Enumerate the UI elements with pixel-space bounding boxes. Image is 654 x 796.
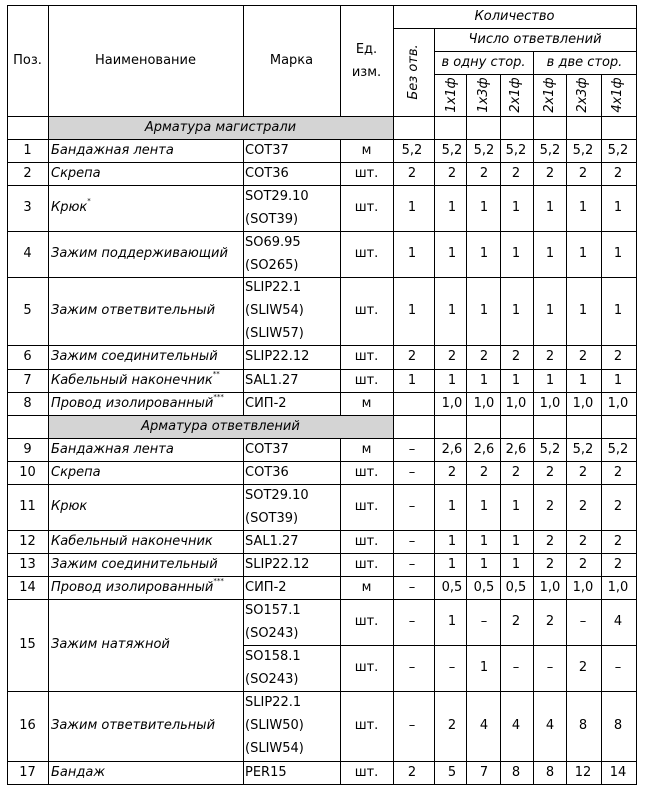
grid-line	[533, 51, 534, 75]
row-value: –	[408, 464, 416, 480]
row-value: 5,2	[572, 441, 594, 457]
row-mark: SLIP22.12	[245, 556, 310, 572]
row-mark: (SLIW54)	[245, 741, 304, 756]
row-value: –	[579, 614, 587, 629]
row-value: 5,2	[539, 142, 561, 158]
row-value: 1	[613, 246, 623, 261]
row-value: 1,0	[607, 395, 629, 411]
row-value: 1	[447, 499, 457, 514]
row-value: 1,0	[505, 395, 527, 411]
row-value: 2	[511, 349, 521, 364]
header-quantity: Количество	[474, 9, 555, 24]
grid-line	[7, 415, 637, 416]
row-value: 2	[613, 499, 623, 514]
grid-line	[434, 28, 435, 785]
grid-line	[7, 530, 637, 531]
row-mark: SAL1.27	[245, 533, 299, 549]
row-value: 2	[511, 614, 521, 629]
grid-line	[566, 74, 567, 785]
row-value: 2	[511, 464, 521, 480]
row-value: –	[408, 579, 416, 595]
section-title: Арматура ответвлений	[141, 418, 300, 434]
grid-line	[7, 691, 637, 692]
row-pos: 15	[19, 637, 36, 652]
grid-line	[434, 51, 637, 52]
row-value: 2	[447, 165, 457, 181]
row-pos: 9	[23, 441, 32, 457]
row-value: 1	[578, 303, 588, 318]
row-pos: 1	[23, 142, 32, 158]
row-value: 5,2	[473, 142, 495, 158]
row-mark: (SLIW54)	[245, 303, 304, 318]
row-value: 1	[511, 303, 521, 318]
row-value: 2	[479, 349, 489, 364]
row-value: 2	[545, 533, 555, 549]
row-value: 1	[407, 200, 417, 215]
row-pos: 12	[19, 533, 36, 549]
row-value: 1	[479, 246, 489, 261]
row-value: 14	[609, 764, 627, 780]
row-value: 1	[479, 556, 489, 572]
row-mark: СОТ36	[245, 165, 289, 181]
row-value: 1	[545, 303, 555, 318]
grid-line	[7, 231, 637, 232]
grid-line	[243, 5, 244, 117]
row-name: Крюк*	[51, 197, 91, 215]
row-unit: м	[361, 142, 372, 158]
row-mark: (SO243)	[245, 625, 299, 641]
row-value: 5	[447, 764, 457, 780]
row-value: 2	[613, 533, 623, 549]
row-value: 2,6	[441, 441, 463, 457]
row-pos: 6	[23, 349, 32, 364]
grid-line	[636, 5, 637, 785]
footnote-mark: **	[212, 369, 220, 378]
header-name: Наименование	[94, 53, 197, 68]
row-value: 2	[545, 165, 555, 181]
row-mark: (SLIW50)	[245, 718, 304, 733]
row-unit: шт.	[354, 165, 379, 181]
row-pos: 7	[23, 372, 32, 388]
row-value: 1	[578, 246, 588, 261]
row-value: 4	[479, 718, 489, 733]
row-value: 5,2	[607, 441, 629, 457]
grid-line	[500, 74, 501, 785]
row-value: 1,0	[539, 579, 561, 595]
row-value: 2	[407, 764, 417, 780]
row-pos: 10	[19, 464, 36, 480]
row-mark: SO69.95	[245, 234, 301, 250]
row-value: 12	[574, 764, 592, 780]
row-value: 2	[578, 556, 588, 572]
row-value: 5,2	[401, 142, 423, 158]
row-name: Скрепа	[51, 464, 101, 480]
row-mark: СИП-2	[245, 395, 287, 411]
row-pos: 13	[19, 556, 36, 572]
row-value: 1	[407, 303, 417, 318]
row-name: Кабельный наконечник**	[51, 369, 220, 388]
row-mark: СОТ37	[245, 441, 289, 457]
row-value: 2	[545, 464, 555, 480]
grid-line	[7, 277, 637, 278]
row-pos: 8	[23, 395, 32, 411]
row-value: 2	[578, 533, 588, 549]
row-value: 1	[613, 372, 623, 388]
row-mark: SLIP22.1	[245, 695, 302, 710]
row-pos: 17	[19, 764, 36, 780]
grid-line	[393, 28, 637, 29]
row-value: 1	[447, 556, 457, 572]
row-name: Зажим соединительный	[51, 349, 218, 364]
row-name: Скрепа	[51, 165, 101, 181]
row-value: –	[408, 533, 416, 549]
row-unit: шт.	[354, 764, 379, 780]
row-mark: (SOT39)	[245, 510, 299, 526]
row-value: –	[480, 614, 488, 629]
row-value: 1	[447, 246, 457, 261]
row-pos: 16	[19, 718, 36, 733]
grid-line	[7, 369, 637, 370]
row-value: 4	[613, 614, 623, 629]
row-name: Зажим ответвительный	[51, 718, 216, 733]
row-mark: (SO265)	[245, 257, 299, 273]
row-value: –	[408, 556, 416, 572]
row-value: 5,2	[607, 142, 629, 158]
grid-line	[466, 74, 467, 785]
row-value: 1	[479, 499, 489, 514]
row-name: Бандаж	[51, 764, 106, 780]
row-mark: SLIP22.12	[245, 349, 310, 364]
row-mark: SAL1.27	[245, 372, 299, 388]
row-value: 2	[447, 464, 457, 480]
grid-line	[7, 461, 637, 462]
header-subcol: 1х1ф	[444, 77, 459, 113]
header-mark: Марка	[269, 53, 314, 68]
row-value: 2	[578, 499, 588, 514]
row-mark: (SO243)	[245, 671, 299, 687]
row-unit: шт.	[354, 349, 379, 364]
row-unit: шт.	[354, 303, 379, 318]
row-mark: (SOT39)	[245, 211, 299, 227]
row-value: 2	[545, 556, 555, 572]
row-name: Зажим ответвительный	[51, 303, 216, 318]
header-two-sides: в две стор.	[546, 55, 623, 70]
grid-line	[340, 438, 341, 785]
row-pos: 2	[23, 165, 32, 181]
grid-line	[7, 576, 637, 577]
row-pos: 11	[19, 499, 36, 514]
row-value: 1	[578, 372, 588, 388]
row-value: 1	[447, 533, 457, 549]
row-value: –	[512, 660, 520, 675]
row-unit: шт.	[354, 556, 379, 572]
grid-line	[7, 761, 637, 762]
row-value: 1	[407, 372, 417, 388]
section-title: Арматура магистрали	[144, 119, 297, 135]
grid-line	[243, 139, 244, 416]
row-unit: м	[361, 395, 372, 411]
row-unit: шт.	[354, 614, 379, 629]
row-value: 1	[479, 200, 489, 215]
grid-line	[7, 553, 637, 554]
row-value: 1	[578, 200, 588, 215]
row-value: 2	[407, 349, 417, 364]
grid-line	[601, 74, 602, 785]
row-value: 1	[447, 372, 457, 388]
header-subcol: 2х1ф	[542, 77, 557, 113]
header-unit: изм.	[351, 65, 382, 80]
row-unit: шт.	[354, 372, 379, 388]
header-no-branch: Без отв.	[405, 44, 421, 100]
row-value: 1	[447, 200, 457, 215]
row-mark: СОТ36	[245, 464, 289, 480]
row-value: 7	[479, 764, 489, 780]
row-value: 1,0	[539, 395, 561, 411]
row-value: 1	[447, 614, 457, 629]
row-unit: м	[361, 579, 372, 595]
footnote-mark: ***	[213, 392, 224, 401]
row-value: –	[546, 660, 554, 675]
grid-line	[7, 345, 637, 346]
row-name: Зажим соединительный	[51, 556, 218, 572]
row-value: 1,0	[441, 395, 463, 411]
row-value: 2	[578, 464, 588, 480]
row-mark: SOT29.10	[245, 487, 309, 503]
grid-line	[7, 116, 637, 117]
row-value: –	[408, 614, 416, 629]
row-unit: шт.	[354, 246, 379, 261]
header-one-side: в одну стор.	[441, 55, 526, 70]
row-value: 2	[479, 165, 489, 181]
row-name: Зажим натяжной	[51, 637, 170, 652]
row-value: 1	[545, 246, 555, 261]
row-value: 5,2	[505, 142, 527, 158]
row-name: Бандажная лента	[51, 142, 174, 158]
row-value: 1	[613, 200, 623, 215]
row-value: 8	[613, 718, 623, 733]
row-pos: 4	[23, 246, 32, 261]
row-value: 5,2	[572, 142, 594, 158]
row-name: Крюк	[51, 499, 88, 514]
row-value: 2	[613, 464, 623, 480]
row-value: 1	[479, 533, 489, 549]
grid-line	[393, 5, 394, 785]
grid-line	[7, 185, 637, 186]
grid-line	[533, 51, 534, 785]
row-value: 1	[511, 533, 521, 549]
row-value: 1,0	[607, 579, 629, 595]
row-value: 1	[613, 303, 623, 318]
row-value: 2	[479, 464, 489, 480]
row-value: 8	[578, 718, 588, 733]
row-value: 5,2	[441, 142, 463, 158]
row-mark: СИП-2	[245, 579, 287, 595]
row-unit: шт.	[354, 718, 379, 733]
row-value: 2	[407, 165, 417, 181]
row-unit: шт.	[354, 660, 379, 675]
row-value: 1	[479, 660, 489, 675]
header-subcol: 4х1ф	[610, 77, 625, 113]
row-pos: 14	[19, 579, 36, 595]
header-subcol: 2х1ф	[508, 77, 523, 113]
row-value: 8	[545, 764, 555, 780]
row-value: 2	[545, 499, 555, 514]
row-mark: SO157.1	[245, 602, 301, 618]
row-value: 2	[578, 165, 588, 181]
row-value: 1	[511, 372, 521, 388]
row-value: 4	[545, 718, 555, 733]
row-mark: SO158.1	[245, 648, 301, 664]
row-value: 1,0	[572, 395, 594, 411]
row-name: Бандажная лента	[51, 441, 174, 457]
grid-line	[7, 392, 637, 393]
row-value: –	[448, 660, 456, 675]
grid-line	[7, 5, 8, 785]
row-value: 1	[479, 303, 489, 318]
row-value: 0,5	[473, 579, 495, 595]
row-unit: шт.	[354, 464, 379, 480]
row-mark: СОТ37	[245, 142, 289, 158]
row-value: 1,0	[473, 395, 495, 411]
row-mark: SLIP22.1	[245, 280, 302, 295]
grid-line	[7, 5, 637, 6]
grid-line	[7, 784, 637, 785]
grid-line	[7, 438, 637, 439]
row-value: –	[408, 718, 416, 733]
row-value: 1	[511, 200, 521, 215]
row-unit: шт.	[354, 200, 379, 215]
row-value: 1	[511, 556, 521, 572]
row-value: 1	[545, 372, 555, 388]
row-value: 0,5	[441, 579, 463, 595]
row-value: 1	[407, 246, 417, 261]
footnote-mark: ***	[213, 576, 224, 585]
row-unit: м	[361, 441, 372, 457]
row-value: –	[408, 499, 416, 514]
header-subcol: 2х3ф	[575, 77, 590, 113]
row-name: Зажим поддерживающий	[51, 246, 228, 261]
row-value: 2	[511, 165, 521, 181]
row-value: –	[614, 660, 622, 675]
grid-line	[48, 5, 49, 785]
header-subcol: 1х3ф	[476, 77, 491, 113]
row-value: 1	[479, 372, 489, 388]
grid-line	[7, 139, 637, 140]
header-branch-count: Число ответвлений	[468, 32, 602, 47]
header-pos: Поз.	[13, 53, 42, 68]
row-pos: 5	[23, 303, 32, 318]
row-unit: шт.	[354, 499, 379, 514]
grid-line	[434, 74, 637, 75]
row-value: 2	[613, 556, 623, 572]
row-value: 1	[447, 303, 457, 318]
grid-line	[7, 599, 637, 600]
row-value: –	[408, 660, 416, 675]
row-unit: шт.	[354, 533, 379, 549]
row-value: 2	[578, 660, 588, 675]
row-value: –	[408, 441, 416, 457]
row-value: 0,5	[505, 579, 527, 595]
row-value: 2	[613, 349, 623, 364]
row-mark: SOT29.10	[245, 188, 309, 204]
row-value: 5,2	[539, 441, 561, 457]
row-value: 1	[511, 499, 521, 514]
row-pos: 3	[23, 200, 32, 215]
row-value: 2	[545, 614, 555, 629]
row-value: 2,6	[473, 441, 495, 457]
row-value: 2	[613, 165, 623, 181]
row-value: 4	[511, 718, 521, 733]
row-value: 2	[545, 349, 555, 364]
footnote-mark: *	[87, 197, 91, 205]
row-name: Провод изолированный***	[51, 392, 224, 411]
row-value: 1,0	[572, 579, 594, 595]
row-name: Кабельный наконечник	[51, 533, 213, 549]
grid-line	[7, 484, 637, 485]
grid-line	[243, 645, 637, 646]
row-value: 1	[545, 200, 555, 215]
row-value: 2	[447, 718, 457, 733]
row-mark: PER15	[245, 764, 287, 780]
grid-line	[7, 162, 637, 163]
row-value: 1	[511, 246, 521, 261]
row-value: 2	[447, 349, 457, 364]
row-value: 2,6	[505, 441, 527, 457]
row-value: 8	[511, 764, 521, 780]
grid-line	[243, 438, 244, 785]
row-value: 2	[578, 349, 588, 364]
row-mark: (SLIW57)	[245, 326, 304, 341]
grid-line	[340, 139, 341, 416]
row-name: Провод изолированный***	[51, 576, 224, 595]
grid-line	[340, 5, 341, 117]
header-unit: Ед.	[355, 42, 378, 57]
